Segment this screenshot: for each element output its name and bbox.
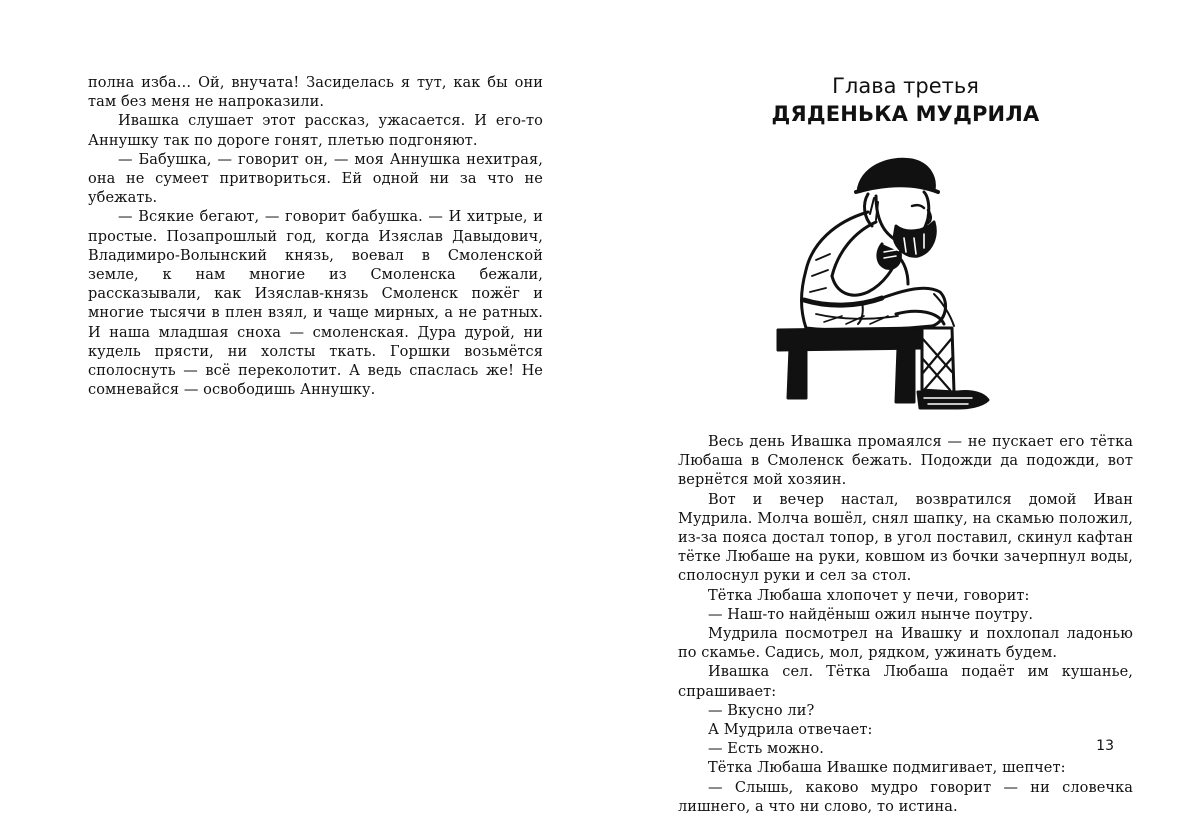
paragraph: — Есть можно. [708, 741, 824, 758]
paragraph: — Всякие бегают, — говорит бабушка. — И хитрые, и простые. Позапрошлый год, когда Изяслав Давыдович, Владимиро-Волынский князь, воевал в Смоленской земле, к нам многие из Смоленска бежали, рассказывали, как Изяслав-князь Смоленск пожёг и многие тысячи в плен взял, и чаще мирных, а не ратных. И наша младшая сноха — смоленская. Дура дурой, ни кудель прясти, ни холсты ткать. Горшки возьмётся сполоснуть — всё переколотит. А ведь спаслась же! Не сомневайся — освободишь Аннушку. [88, 209, 543, 399]
paragraph: Ивашка сел. Тётка Любаша подаёт им кушанье, спрашивает: [678, 664, 1133, 700]
paragraph: — Бабушка, — говорит он, — моя Аннушка нехитрая, она не сумеет притвориться. Ей одной ни за что не убежать. [88, 151, 543, 207]
chapter-heading [678, 72, 1133, 128]
left-text-column [88, 74, 543, 400]
chapter-title: ДЯДЕНЬКА МУДРИЛА [771, 102, 1040, 126]
paragraph: А Мудрила отвечает: [708, 722, 873, 739]
paragraph: Мудрила посмотрел на Ивашку и похлопал ладонью по скамье. Садись, мол, рядком, ужинать будем. [678, 626, 1133, 662]
paragraph: — Слышь, каково мудро говорит — ни словечка лишнего, а что ни слово, то истина. [678, 779, 1133, 815]
chapter-label: Глава третья [832, 74, 979, 98]
paragraph: Вот и вечер настал, возвратился домой Иван Мудрила. Молча вошёл, снял шапку, на скамью положил, из-за пояса достал топор, в угол поставил, скинул кафтан тётке Любаше на руки, ковшом из бочки зачерпнул воды, сполоснул руки и сел за стол. [678, 491, 1133, 585]
right-text-column [678, 433, 1133, 817]
right-page [600, 0, 1200, 815]
paragraph: Ивашка слушает этот рассказ, ужасается. И его-то Аннушку так по дороге гонят, плетью подгоняют. [88, 113, 543, 149]
man-sitting-on-bench-illustration [772, 152, 1004, 414]
paragraph: Весь день Ивашка промаялся — не пускает его тётка Любаша в Смоленск бежать. Подожди да подожди, вот вернётся мой хозяин. [678, 434, 1133, 489]
paragraph: — Вкусно ли? [708, 702, 815, 719]
left-page [0, 0, 600, 812]
paragraph: Тётка Любаша Ивашке подмигивает, шепчет: [708, 760, 1066, 777]
paragraph: — Наш-то найдёныш ожил нынче поутру. [708, 606, 1034, 623]
paragraph: полна изба… Ой, внучата! Засиделась я тут, как бы они там без меня не напроказили. [88, 75, 543, 111]
paragraph: Тётка Любаша хлопочет у печи, говорит: [708, 587, 1030, 604]
page-number: 13 [1096, 738, 1114, 754]
